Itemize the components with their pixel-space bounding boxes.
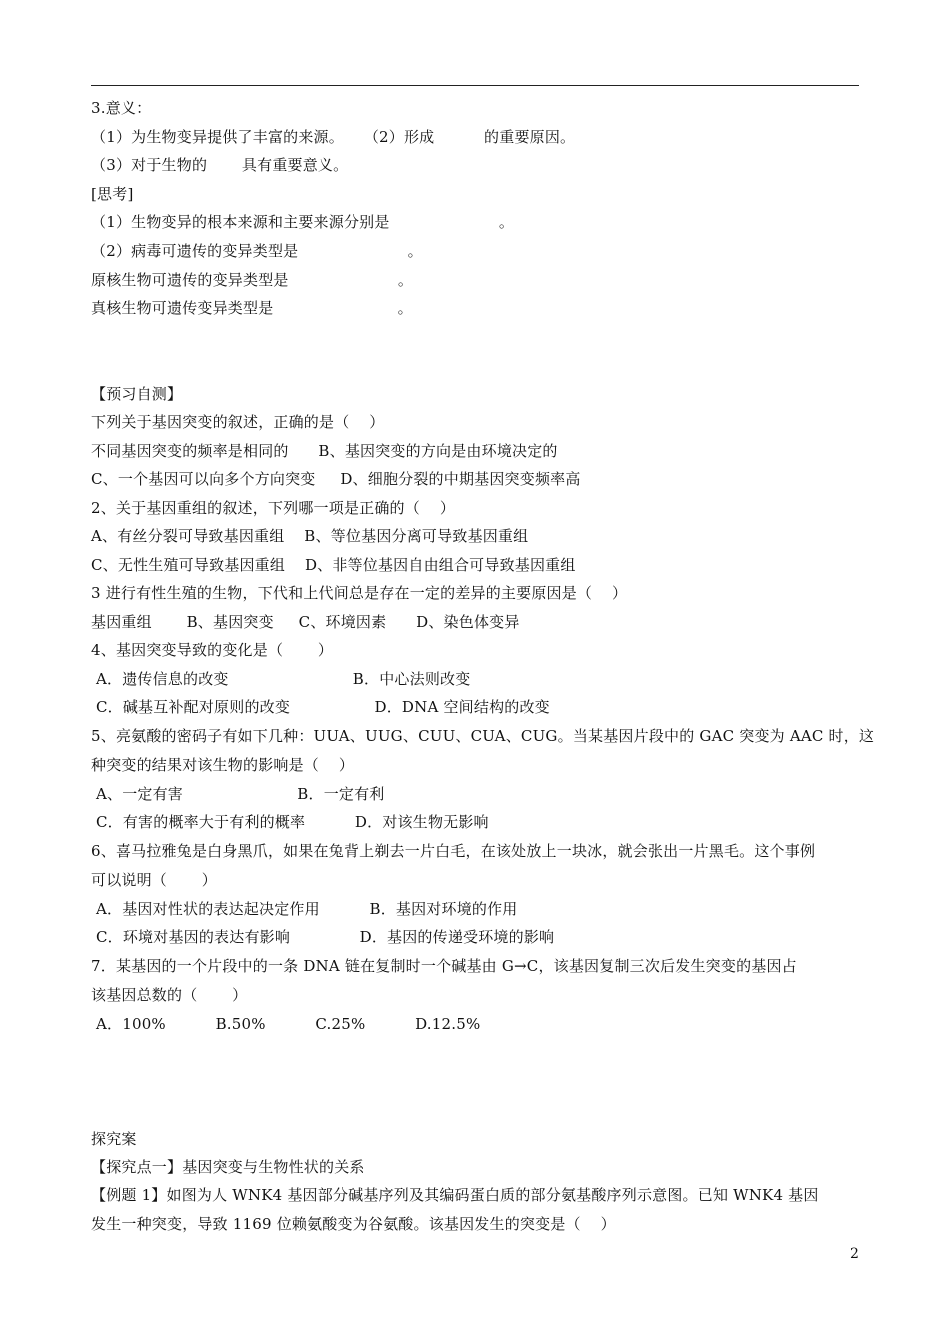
question-line: 4、基因突变导致的变化是（ ） (91, 641, 334, 659)
question-line: 7．某基因的一个片段中的一条 DNA 链在复制时一个碱基由 G→C，该基因复制三次后发生突变的基因占 (91, 957, 797, 975)
header-rule (91, 85, 859, 86)
example-line: 【例题 1】如图为人 WNK4 基因部分碱基序列及其编码蛋白质的部分氨基酸序列示意图。已知 WNK4 基因 (91, 1186, 819, 1204)
question-line: 5、亮氨酸的密码子有如下几种：UUA、UUG、CUU、CUA、CUG。当某基因片段中的 GAC 突变为 AAC 时，这 (91, 727, 875, 745)
question-line: 2、关于基因重组的叙述，下列哪一项是正确的（ ） (91, 499, 456, 517)
text-line: 真核生物可遗传变异类型是 。 (91, 299, 413, 317)
text-line: 原核生物可遗传的变异类型是 。 (91, 271, 414, 289)
option-line: A．遗传信息的改变 B．中心法则改变 (91, 670, 471, 688)
option-line: A、有丝分裂可导致基因重组 B、等位基因分离可导致基因重组 (91, 527, 529, 545)
section-heading-inquiry: 探究案 (91, 1130, 137, 1148)
option-line: 不同基因突变的频率是相同的 B、基因突变的方向是由环境决定的 (91, 442, 558, 460)
option-line: A．100% B.50% C.25% D.12.5% (91, 1015, 481, 1033)
section-heading-think: [思考] (91, 185, 134, 203)
text-line: （3）对于生物的 具有重要意义。 (91, 156, 349, 174)
option-line: 基因重组 B、基因突变 C、环境因素 D、染色体变异 (91, 613, 520, 631)
question-line: 该基因总数的（ ） (91, 986, 248, 1004)
question-line: 种突变的结果对该生物的影响是（ ） (91, 756, 355, 774)
text-line: （1）为生物变异提供了丰富的来源。 （2）形成 的重要原因。 (91, 128, 576, 146)
option-line: A．基因对性状的表达起决定作用 B．基因对环境的作用 (91, 900, 518, 918)
example-line: 发生一种突变，导致 1169 位赖氨酸变为谷氨酸。该基因发生的突变是（ ） (91, 1215, 616, 1233)
option-line: A、一定有害 B．一定有利 (91, 785, 385, 803)
section-heading-inquiry-point-1: 【探究点一】基因突变与生物性状的关系 (91, 1158, 365, 1176)
section-heading-preview-test: 【预习自测】 (91, 385, 183, 403)
page-number: 2 (850, 1246, 859, 1262)
option-line: C．有害的概率大于有利的概率 D．对该生物无影响 (91, 813, 489, 831)
option-line: C．环境对基因的表达有影响 D．基因的传递受环境的影响 (91, 928, 555, 946)
text-line: （1）生物变异的根本来源和主要来源分别是 。 (91, 213, 515, 231)
question-line: 6、喜马拉雅兔是白身黑爪，如果在兔背上剃去一片白毛，在该处放上一块冰，就会张出一片黑毛。这个事例 (91, 842, 816, 860)
option-line: C．碱基互补配对原则的改变 D．DNA 空间结构的改变 (91, 698, 550, 716)
text-line: （2）病毒可遗传的变异类型是 。 (91, 242, 423, 260)
question-line: 下列关于基因突变的叙述，正确的是（ ） (91, 413, 385, 431)
section-heading-significance: 3.意义： (91, 99, 152, 117)
question-line: 可以说明（ ） (91, 871, 217, 889)
question-line: 3 进行有性生殖的生物，下代和上代间总是存在一定的差异的主要原因是（ ） (91, 584, 628, 602)
option-line: C、一个基因可以向多个方向突变 D、细胞分裂的中期基因突变频率高 (91, 470, 581, 488)
option-line: C、无性生殖可导致基因重组 D、非等位基因自由组合可导致基因重组 (91, 556, 576, 574)
